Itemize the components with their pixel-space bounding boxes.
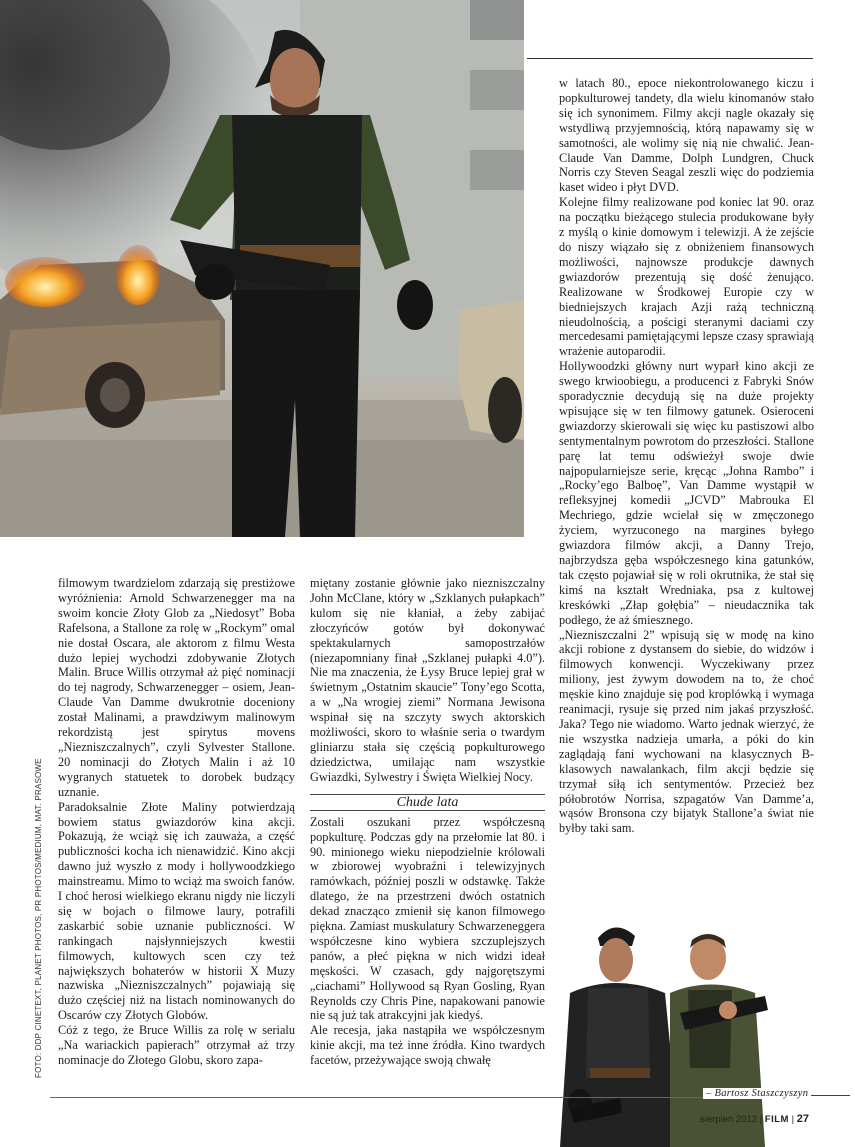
paragraph: w latach 80., epoce niekontrolowanego kiczu i popkulturowej tandety, dla wielu kinomanów stało się ich synonimem. Filmy akcji nagle okazały się wstydliwą przyjemnością, którą napawamy się w samotności, ale wolimy się nią nie chwalić. Jean-Claude Van Damme, Dolph Lundgren, Chuck Norris czy Steven Seagal zeszli więc do podziemia kaset wideo i płyt DVD. xyxy=(559,76,814,195)
top-rule xyxy=(527,58,813,59)
hero-photo-illustration xyxy=(0,0,524,537)
author-byline: – Bartosz Staszczyszyn xyxy=(703,1088,811,1099)
page-footer xyxy=(700,1113,809,1125)
paragraph: Hollywoodzki główny nurt wyparł kino akcji ze swego krwioobiegu, a producenci z Fabryki Snów sporadycznie decydują się na duże projekty wpisujące się w ten filmowy gatunek. Osieroceni gwiazdorzy skierowali się więc ku pastiszowi albo sentymentalnym powrotom do przeszłości. Stallone parę lat temu odświeżył swoje dwie najpopularniejsze serie, kręcąc „Johna Rambo” i „Rocky’ego Balboę”, Van Damme wystąpił w refleksyjnej komedii „JCVD” Mabrouka El Mechriego, gdzie wcielał się w zmęczonego życiem, wyrzuconego na margines byłego gwiazdora filmów akcji, a Danny Trejo, najbrzydsza gęba współczesnego kina gatunków, tak często pojawiał się w roli okrutnika, że stał się kimś na kształt Wredniaka, psa z kultowej kreskówki „Złap gołębia” – nieudacznika tak podłego, że aż śmiesznego. xyxy=(559,359,814,627)
photo-credit: FOTO: DDP CINETEXT, PLANET PHOTOS, PR PHOTOS/MEDIUM, MAT. PRASOWE xyxy=(34,758,43,1078)
paragraph: Kolejne filmy realizowane pod koniec lat 90. oraz na początku bieżącego stulecia produkowane były z myślą o kinie domowym i telewizji. A że zejście do niszy wiązało się z obniżeniem finansowych możliwości, najnowsze produkcje dawnych gwiazdorów prezentują się dość żenująco. Realizowane w Środkowej Europie czy w biedniejszych krajach Azji rażą techniczną nieudolnością, a pościgi steranymi daciami czy mercedesami pamiętającymi lepsze czasy sprawiają wrażenie autoparodii. xyxy=(559,195,814,359)
paragraph: Paradoksalnie Złote Maliny potwierdzają bowiem status gwiazdorów kina akcji. Pokazują, że wciąż się ich zauważa, a część publiczności kocha ich nienawidzić. Kino akcji dawno już wyszło z mody i hollywoodzkiego mainstreamu. Mimo to wciąż ma swoich fanów. I choć herosi wielkiego ekranu nigdy nie liczyli się w bojach o filmowe laury, potrafili zaskarbić sobie uznanie publiczności. W rankingach najsłynniejszych kwestii filmowych, kultowych scen czy też największych bohaterów w historii X Muzy nazwiska „Niezniszczalnych” pojawiają się dużo częściej niż na listach nominowanych do Oscarów czy Złotych Globów. xyxy=(58,799,295,1023)
paragraph: filmowym twardzielom zdarzają się prestiżowe wyróżnienia: Arnold Schwarzenegger ma na swoim koncie Złoty Glob za „Niedosyt” Boba Rafelsona, a Stallone za rolę w „Rockym” omal nie dostał Oscara, ale aktorom z filmu Westa dużo lepiej wychodzi zdobywanie Złotych Malin. Bruce Willis otrzymał aż pięć nominacji do tej nagrody, Schwarzenegger – osiem, Jean-Claude Van Damme dwukrotnie doceniony został Malinami, a prawdziwym malinowym rekordzistą jest spirytus movens „Niezniszczalnych”, czyli Sylvester Stallone. 20 nominacji do Złotych Malin i aż 10 wygranych statuetek to dorobek budzący uznanie. xyxy=(58,576,295,799)
paragraph: Zostali oszukani przez współczesną popkulturę. Podczas gdy na przełomie lat 80. i 90. minionego wieku niepodzielnie królowali w zbiorowej wyobraźni i telewizyjnych ramówkach, później poszli w odstawkę. Także dlatego, że na przestrzeni dwóch ostatnich dekad znacząco zmienił się kanon filmowego piękna. Zamiast muskulatury Schwarzeneggera współczesne kino wybiera szczuplejszych panów, a płeć piękna w nich widzi ideał męskości. W czasach, gdy najgorętszymi „ciachami” Hollywood są Ryan Gosling, Ryan Reynolds czy Chris Pine, napakowani panowie nie są już tak atrakcyjni jak kiedyś. xyxy=(310,814,545,1023)
paragraph: miętany zostanie głównie jako niezniszczalny John McClane, który w „Szklanych pułapkach” kulom się nie kłaniał, a żeby zabijać złoczyńców gotów był dokonywać spektakularnych samopostrzałów (niezapomniany finał „Szklanej pułapki 4.0”). Nie ma znaczenia, że Łysy Bruce lepiej grał w świetnym „Ostatnim skaucie” Tony’ego Scotta, a w „Na wrogiej ziemi” Normana Jewisona wspinał się na szczyty swych aktorskich możliwości, skoro to właśnie seria o twardym gliniarzu stała się częścią popkulturowego dziedzictwa, umilając nam wszystkie Gwiazdki, Sylwestry i Święta Wielkiej Nocy. xyxy=(310,576,545,784)
footer-separator: | xyxy=(759,1114,765,1125)
issue-date: sierpień 2012 xyxy=(700,1114,758,1125)
footer-rule xyxy=(50,1097,810,1098)
magazine-name: FILM xyxy=(764,1114,789,1125)
hero-photo xyxy=(0,0,524,537)
footer-separator: | xyxy=(791,1114,797,1125)
article-column-right xyxy=(559,76,814,836)
paragraph: „Niezniszczalni 2” wpisują się w modę na kino akcji robione z dystansem do siebie, do widzów i filmowych konwencji. Wyczekiwany przez miliony, jest żywym dowodem na to, że choć męskie kino znajduje się pod kroplówką i wymaga reanimacji, rysuje się przed nim jakaś przyszłość. Jaka? Tego nie wiadomo. Warto jednak wierzyć, że nie wszystka nadzieja umarła, a póki do kin zaglądają fani wychowani na klasycznych B-klasowych nawalankach, film akcji będzie się trzymał siłą ich sentymentów. Przecież bez półobrotów Norrisa, szpagatów Van Damme’a, wąsów Bronsona czy bijatyk Stallone’a świat nie byłby taki sam. xyxy=(559,627,814,836)
paragraph: Ale recesja, jaka nastąpiła we współczesnym kinie akcji, ma też inne źródła. Kino twardych facetów, przeżywające swoją chwałę xyxy=(310,1023,545,1068)
paragraph: Cóż z tego, że Bruce Willis za rolę w serialu „Na wariackich papierach” otrzymał aż trzy nominacje do Złotego Globu, skoro zapa- xyxy=(58,1023,295,1067)
article-column-left xyxy=(58,576,295,1068)
page-number: 27 xyxy=(796,1113,809,1125)
section-subhead: Chude lata xyxy=(310,794,545,811)
article-column-middle xyxy=(310,576,545,1068)
